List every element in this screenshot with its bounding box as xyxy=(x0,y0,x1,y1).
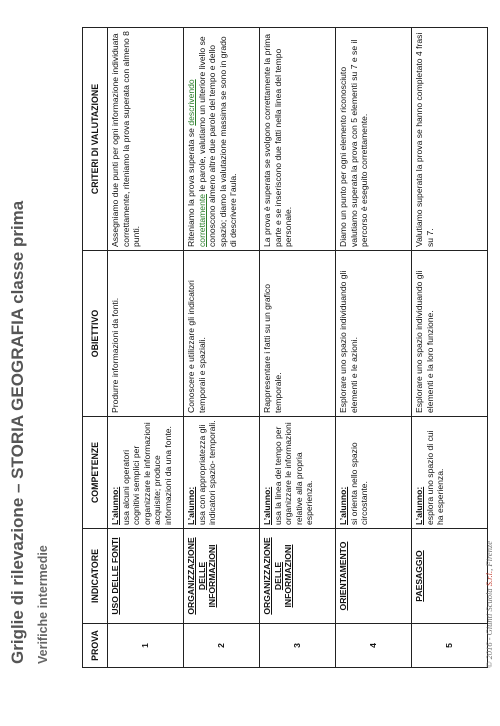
competenze-lead: L’alunno: xyxy=(262,486,272,525)
competenze-lead: L’alunno: xyxy=(338,486,348,525)
criteri-cell: Assegniamo due punti per ogni informazione individuata correttamente, riteniamo la prova superata con almeno 8 punti. xyxy=(108,28,184,251)
indicatore-cell xyxy=(108,529,184,624)
prova-number: 4 xyxy=(336,624,412,668)
competenze-cell xyxy=(336,417,412,529)
indicatore-label: USO DELLE FONTI xyxy=(110,537,120,615)
prova-number: 5 xyxy=(412,624,488,668)
competenze-cell xyxy=(108,417,184,529)
page-subtitle: Verifiche intermedie xyxy=(36,545,50,664)
column-header-criteri: CRITERI DI VALUTAZIONE xyxy=(83,28,108,251)
criteri-cell: Diamo un punto per ogni elemento riconosciuto valutiamo superata la prova con 5 elementi su 7 e se il percorso è eseguito correttamente. xyxy=(336,28,412,251)
criteri-cell xyxy=(184,28,260,251)
criteri-text-c: le parole, valutiamo un ulteriore livello se conoscono almeno altre due parole del tempo e dello spazio; diamo la valutazione massima se sono in grado di descrivere l’aula. xyxy=(196,36,239,247)
competenze-cell xyxy=(412,417,488,529)
competenze-lead: L’alunno: xyxy=(110,486,120,525)
obiettivo-cell: Esplorare uno spazio individuando gli elementi e le azioni. xyxy=(336,251,412,417)
competenze-text: esplora uno spazio di cui ha esperienza. xyxy=(424,430,446,525)
indicatore-label: ORIENTAMENTO xyxy=(338,541,348,611)
column-header-obiettivo: OBIETTIVO xyxy=(83,251,108,417)
criteri-cell: Valutiamo superata la prova se hanno completato 4 frasi su 7. xyxy=(412,28,488,251)
copyright-footer xyxy=(484,541,494,668)
competenze-text: usa la linea del tempo per organizzare le informazioni relative alla propria esperienza. xyxy=(272,422,315,525)
table-row xyxy=(108,28,184,668)
indicatore-label: PAESAGGIO xyxy=(414,550,424,602)
criteri-cell: La prova è superata se svolgono correttamente la prima parte e se inseriscono due fatti nella linea del tempo personale. xyxy=(260,28,336,251)
competenze-lead: L’alunno: xyxy=(414,486,424,525)
table-row xyxy=(184,28,260,668)
criteri-highlight-2: correttamente xyxy=(196,193,207,247)
indicatore-cell xyxy=(412,529,488,624)
publisher-brand-mark: S.r.l. xyxy=(484,570,494,587)
obiettivo-cell: Produrre informazioni da fonti. xyxy=(108,251,184,417)
competenze-text: si orienta nello spazio circostante. xyxy=(348,442,370,525)
evaluation-table xyxy=(82,27,488,668)
prova-number: 2 xyxy=(184,624,260,668)
table-row xyxy=(412,28,488,668)
obiettivo-cell: Rappresentare i fatti su un grafico temporale. xyxy=(260,251,336,417)
indicatore-label: ORGANIZZAZIONE DELLE INFORMAZIONI xyxy=(262,537,294,615)
footer-prefix: © 2016 - Giunti Scuola xyxy=(484,586,494,668)
obiettivo-cell: Conoscere e utilizzare gli indicatori temporali e spaziali. xyxy=(184,251,260,417)
competenze-lead: L’alunno: xyxy=(186,486,196,525)
table-row xyxy=(260,28,336,668)
indicatore-cell xyxy=(184,529,260,624)
indicatore-cell xyxy=(336,529,412,624)
competenze-text: usa con appropriatezza gli indicatori spazio- temporali. xyxy=(196,420,218,525)
competenze-cell xyxy=(184,417,260,529)
table-row xyxy=(336,28,412,668)
indicatore-cell xyxy=(260,529,336,624)
obiettivo-cell: Esplorare uno spazio individuando gli elementi e la loro funzione. xyxy=(412,251,488,417)
prova-number: 1 xyxy=(108,624,184,668)
table-header-row xyxy=(83,28,108,668)
page-title: Griglie di rilevazione – STORIA GEOGRAFIA classe prima xyxy=(8,200,27,664)
column-header-indicatore: INDICATORE xyxy=(83,529,108,624)
competenze-cell xyxy=(260,417,336,529)
competenze-text: usa alcuni operatori cognitivi semplici per organizzare le informazioni acquisite; produce informazioni da una fonte. xyxy=(120,422,173,525)
column-header-competenze: COMPETENZE xyxy=(83,417,108,529)
indicatore-label: ORGANIZZAZIONE DELLE INFORMAZIONI xyxy=(186,537,218,615)
prova-number: 3 xyxy=(260,624,336,668)
criteri-text-a: Riteniamo la prova superata se xyxy=(186,125,196,247)
criteri-highlight-1: descrivendo xyxy=(186,79,196,126)
column-header-prova: PROVA xyxy=(83,624,108,668)
footer-suffix: , Firenze xyxy=(484,540,494,571)
